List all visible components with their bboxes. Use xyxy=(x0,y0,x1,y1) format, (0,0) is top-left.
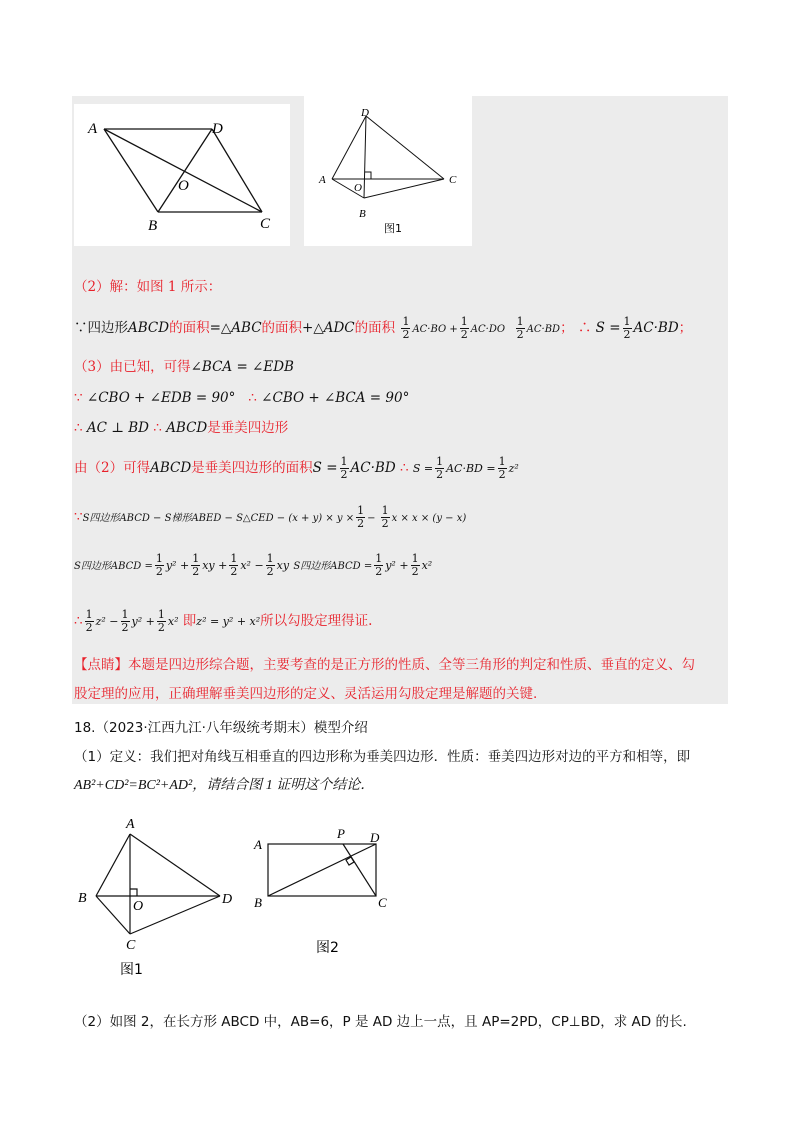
point-a-label: A xyxy=(88,121,98,137)
perp-line: ∴ AC ⊥ BD ∴ ABCD是垂美四边形 xyxy=(74,420,289,436)
q18-fig1-b: B xyxy=(78,891,87,906)
point-c-label: C xyxy=(260,216,271,232)
q18-fig1-d: D xyxy=(222,892,233,907)
kite-caption: 图1 xyxy=(384,222,402,235)
q18-fig2-caption: 图2 xyxy=(316,940,339,956)
from2-line: 由（2）可得ABCD是垂美四边形的面积S = $\frac{1}{2}$ AC·BD ∴ S = $\frac{1}{2}$ AC·BD = $\frac{1}{2}$ z² xyxy=(74,455,519,481)
figure-q18-1 xyxy=(74,812,244,982)
question-18-part2: （2）如图 2，在长方形 ABCD 中，AB=6，P 是 AD 边上一点，且 AP=2PD，CP⊥BD，求 AD 的长. xyxy=(74,1014,687,1030)
point-b-label: B xyxy=(148,218,158,234)
figure-q18-2 xyxy=(250,822,400,962)
kite-point-o: O xyxy=(354,182,362,194)
q18-fig1-a: A xyxy=(126,817,135,832)
point-d-label: D xyxy=(212,121,223,137)
part2-area-line: ∵四边形ABCD的面积=△ABC的面积+△ADC的面积 $\frac{1}{2}$ AC·BO + $\frac{1}{2}$ AC·DO $\frac{1}{2}$ AC·BD； ∴ S = $\frac{1}{2}$ AC·BD； xyxy=(74,315,693,341)
area-line-2: S四边形ABCD = $\frac{1}{2}$ y² + $\frac{1}{2}$ xy + $\frac{1}{2}$ x² − $\frac{1}{2}$ xy S四边形ABCD = $\frac{1}{2}$ y² + $\frac{1}{2}$ x² xyxy=(74,552,433,578)
q18-fig2-c: C xyxy=(378,895,387,910)
part2-intro: （2）解：如图 1 所示： xyxy=(74,279,222,295)
figure-kite xyxy=(304,96,472,246)
because-line: ∵ ∠CBO + ∠EDB = 90° ∴ ∠CBO + ∠BCA = 90° xyxy=(74,390,410,406)
kite-point-a: A xyxy=(319,174,326,186)
q18-fig1-caption: 图1 xyxy=(120,962,143,978)
q18-fig1-c: C xyxy=(126,938,136,953)
q18-fig2-b: B xyxy=(254,895,262,910)
question-18-header: 18.（2023·江西九江·八年级统考期末）模型介绍 xyxy=(74,720,368,736)
question-18-part1-line2: AB²+CD²=BC²+AD²，请结合图 1 证明这个结论． xyxy=(74,778,375,793)
point-o-label: O xyxy=(178,178,189,194)
q18-fig2-p: P xyxy=(337,826,345,841)
comment-block: 【点睛】本题是四边形综合题，主要考查的是正方形的性质、全等三角形的判定和性质、垂直的定义、勾 股定理的应用，正确理解垂美四边形的定义、灵活运用勾股定理是解题的关键. xyxy=(74,657,695,702)
part3-intro: （3）由已知，可得∠BCA = ∠EDB xyxy=(74,359,294,375)
area-line-1: ∵S四边形ABCD − S梯形ABED − S△CED − (x + y) × y × $\frac{1}{2}$ − $\frac{1}{2}$ x × x × (y − x) xyxy=(74,504,467,530)
kite-point-c: C xyxy=(449,174,457,186)
q18-fig2-d: D xyxy=(370,830,380,845)
figure-parallelogram xyxy=(74,104,290,246)
kite-point-d: D xyxy=(361,107,369,119)
q18-fig2-a: A xyxy=(254,837,262,852)
final-line: ∴ $\frac{1}{2}$ z² − $\frac{1}{2}$ y² + $\frac{1}{2}$ x² 即z² = y² + x²所以勾股定理得证. xyxy=(74,608,373,634)
question-18-part1-line1: （1）定义：我们把对角线互相垂直的四边形称为垂美四边形．性质：垂美四边形对边的平方和相等，即 xyxy=(74,749,691,765)
kite-point-b: B xyxy=(359,208,366,220)
q18-fig1-o: O xyxy=(133,899,144,914)
comment-label: 【点睛】 xyxy=(74,657,128,673)
